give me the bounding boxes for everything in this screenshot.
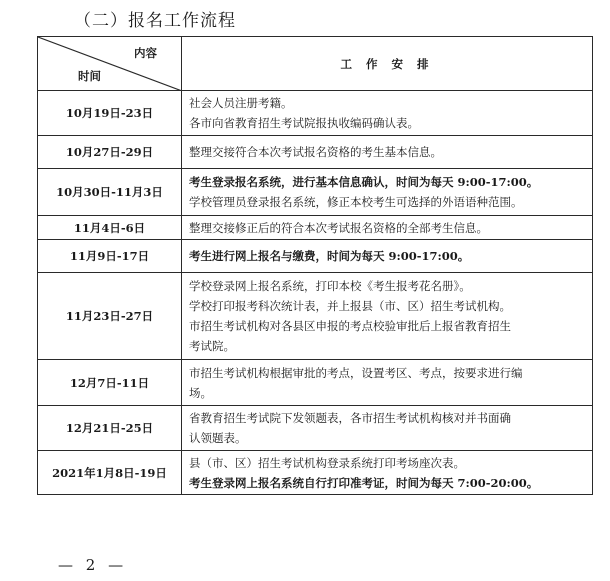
header-arrangement-label: 工 作 安 排 xyxy=(182,37,593,91)
row-task xyxy=(182,169,593,216)
row-task xyxy=(182,136,593,169)
task-line: 县（市、区）招生考试机构登录系统打印考场座次表。 xyxy=(189,455,465,470)
row-date: 2021年1月8日-19日 xyxy=(38,451,182,495)
row-task xyxy=(182,240,593,273)
page-number: — 2 — xyxy=(58,556,128,574)
task-line: 考生登录报名系统，进行基本信息确认，时间为每天 9:00-17:00。 xyxy=(189,175,539,189)
row-date: 11月23日-27日 xyxy=(38,273,182,360)
row-date: 10月19日-23日 xyxy=(38,91,182,136)
row-date: 12月21日-25日 xyxy=(38,406,182,451)
task-line: 省教育招生考试院下发领题表，各市招生考试机构核对并书面确 xyxy=(189,411,511,425)
table-row xyxy=(38,360,593,406)
row-task xyxy=(182,406,593,451)
table-header-row xyxy=(38,37,593,91)
table-row xyxy=(38,169,593,216)
row-date: 10月30日-11月3日 xyxy=(38,169,182,216)
table-row xyxy=(38,406,593,451)
task-line: 认领题表。 xyxy=(189,431,247,445)
task-line: 考生进行网上报名与缴费，时间为每天 9:00-17:00。 xyxy=(189,249,470,263)
table-row xyxy=(38,240,593,273)
task-line: 考生登录网上报名系统自行打印准考证，时间为每天 7:00-20:00。 xyxy=(189,475,539,490)
task-line: 市招生考试机构对各县区申报的考点校验审批后上报省教育招生 xyxy=(189,319,511,333)
row-task xyxy=(182,91,593,136)
row-date: 11月9日-17日 xyxy=(38,240,182,273)
row-date: 10月27日-29日 xyxy=(38,136,182,169)
task-line: 场。 xyxy=(189,385,212,400)
table-row xyxy=(38,91,593,136)
row-task xyxy=(182,273,593,360)
table-row xyxy=(38,273,593,360)
header-time-label: 时间 xyxy=(78,69,101,83)
task-line: 市招生考试机构根据审批的考点，设置考区、考点，按要求进行编 xyxy=(189,365,523,380)
diagonal-header-cell xyxy=(38,37,182,91)
table-row xyxy=(38,216,593,240)
diagonal-line xyxy=(38,37,182,91)
row-task xyxy=(182,216,593,240)
task-line: 学校打印报考科次统计表，并上报县（市、区）招生考试机构。 xyxy=(189,299,511,313)
table-row xyxy=(38,451,593,495)
task-line: 学校管理员登录报名系统，修正本校考生可选择的外语语种范围。 xyxy=(189,195,523,209)
task-line: 各市向省教育招生考试院报执收编码确认表。 xyxy=(189,116,419,130)
task-line: 整理交接修正后的符合本次考试报名资格的全部考生信息。 xyxy=(189,220,488,235)
table-row xyxy=(38,136,593,169)
section-title: （二）报名工作流程 xyxy=(74,11,236,31)
schedule-table xyxy=(37,36,593,495)
row-task xyxy=(182,360,593,406)
row-date: 11月4日-6日 xyxy=(38,216,182,240)
header-content-label: 内容 xyxy=(134,46,157,60)
task-line: 整理交接符合本次考试报名资格的考生基本信息。 xyxy=(189,145,442,159)
task-line: 学校登录网上报名系统，打印本校《考生报考花名册》。 xyxy=(189,279,471,293)
task-line: 社会人员注册考籍。 xyxy=(189,96,293,110)
task-line: 考试院。 xyxy=(189,339,235,353)
row-date: 12月7日-11日 xyxy=(38,360,182,406)
row-task xyxy=(182,451,593,495)
